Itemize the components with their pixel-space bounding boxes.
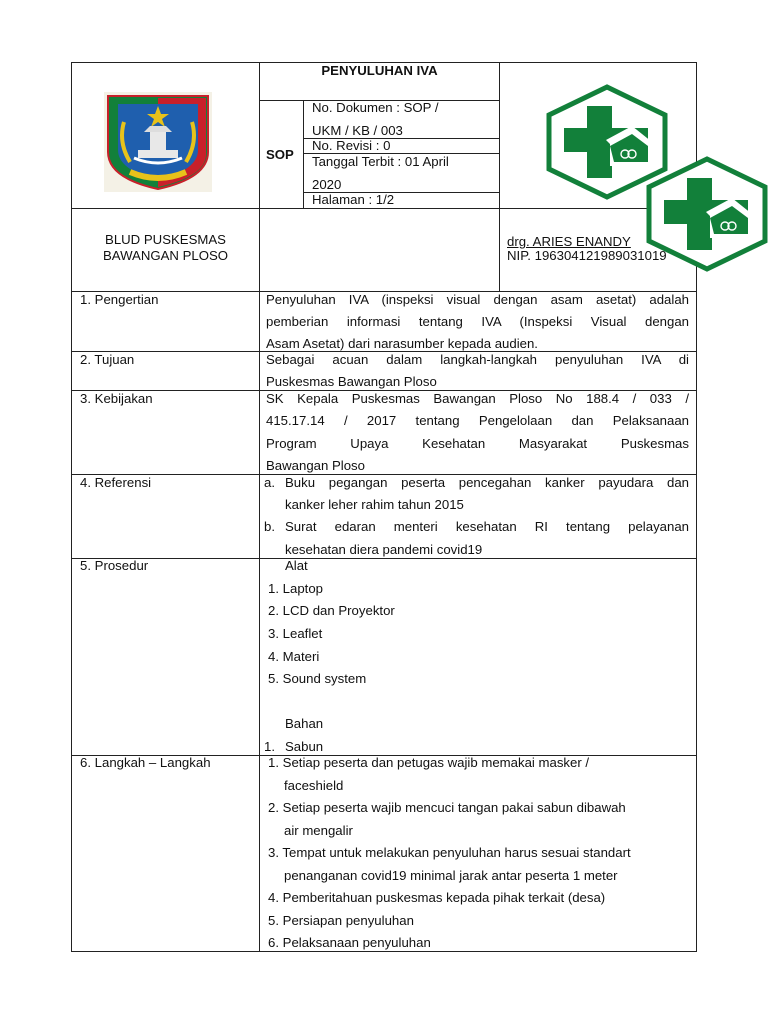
alat-item: 4. Materi xyxy=(268,649,320,664)
revision-number: No. Revisi : 0 xyxy=(312,138,391,153)
referensi-marker-a: a. xyxy=(264,475,275,490)
alat-item: 2. LCD dan Proyektor xyxy=(268,603,395,618)
kebijakan-text-line: 415.17.14 / 2017 tentang Pengelolaan dan Pelaksanaan xyxy=(266,413,689,428)
kebijakan-text-line: SK Kepala Puskesmas Bawangan Ploso No 188.4 / 033 / xyxy=(266,391,689,406)
org-name-line1: BLUD PUSKESMAS xyxy=(105,232,226,247)
bahan-marker: 1. xyxy=(264,739,275,754)
langkah-line: 2. Setiap peserta wajib mencuci tangan pakai sabun dibawah xyxy=(268,800,626,815)
doc-number-line1: No. Dokumen : SOP / xyxy=(312,100,439,115)
referensi-b-line: kesehatan diera pandemi covid19 xyxy=(285,542,483,557)
langkah-line: 4. Pemberitahuan puskesmas kepada pihak terkait (desa) xyxy=(268,890,606,905)
page-count: Halaman : 1/2 xyxy=(312,192,395,207)
tujuan-text-line: Sebagai acuan dalam langkah-langkah penyuluhan IVA di xyxy=(266,352,689,367)
langkah-line: 3. Tempat untuk melakukan penyuluhan harus sesuai standart xyxy=(268,845,631,860)
signer-name: drg. ARIES ENANDY xyxy=(507,234,631,249)
puskesmas-logo xyxy=(645,156,768,272)
section-label-langkah: 6. Langkah – Langkah xyxy=(80,755,211,770)
bahan-heading: Bahan xyxy=(285,716,324,731)
section-label-tujuan: 2. Tujuan xyxy=(80,352,135,367)
langkah-line: penanganan covid19 minimal jarak antar peserta 1 meter xyxy=(284,868,618,883)
document-title: PENYULUHAN IVA xyxy=(321,63,438,78)
alat-item: 1. Laptop xyxy=(268,581,323,596)
bahan-item: Sabun xyxy=(285,739,324,754)
langkah-line: faceshield xyxy=(284,778,344,793)
kebijakan-text-line: Bawangan Ploso xyxy=(266,458,365,473)
pengertian-text-line: pemberian informasi tentang IVA (Inspeksi Visual dengan xyxy=(266,314,689,329)
referensi-a-line: Buku pegangan peserta pencegahan kanker payudara dan xyxy=(285,475,689,490)
pengertian-text-line: Penyuluhan IVA (inspeksi visual dengan asam asetat) adalah xyxy=(266,292,689,307)
referensi-a-line: kanker leher rahim tahun 2015 xyxy=(285,497,464,512)
kebijakan-text-line: Program Upaya Kesehatan Masyarakat Puskesmas xyxy=(266,436,689,451)
referensi-b-line: Surat edaran menteri kesehatan RI tentang pelayanan xyxy=(285,519,689,534)
langkah-line: 5. Persiapan penyuluhan xyxy=(268,913,414,928)
pengertian-text-line: Asam Asetat) dari narasumber kepada audien. xyxy=(266,336,538,351)
divider xyxy=(259,62,260,952)
table-border-left xyxy=(71,62,72,952)
alat-item: 3. Leaflet xyxy=(268,626,323,641)
issue-date-line1: Tanggal Terbit : 01 April xyxy=(312,154,449,169)
alat-item: 5. Sound system xyxy=(268,671,367,686)
alat-heading: Alat xyxy=(285,558,308,573)
divider xyxy=(499,62,500,292)
tujuan-text-line: Puskesmas Bawangan Ploso xyxy=(266,374,437,389)
langkah-line: 6. Pelaksanaan penyuluhan xyxy=(268,935,431,950)
org-name-line2: BAWANGAN PLOSO xyxy=(102,248,229,263)
signer-nip: NIP. 196304121989031019 xyxy=(507,248,667,263)
section-label-kebijakan: 3. Kebijakan xyxy=(80,391,153,406)
section-label-referensi: 4. Referensi xyxy=(80,475,152,490)
regional-emblem-logo xyxy=(104,92,212,192)
langkah-line: air mengalir xyxy=(284,823,353,838)
issue-date-line2: 2020 xyxy=(312,177,342,192)
langkah-line: 1. Setiap peserta dan petugas wajib memakai masker / xyxy=(268,755,590,770)
section-label-pengertian: 1. Pengertian xyxy=(80,292,159,307)
section-label-prosedur: 5. Prosedur xyxy=(80,558,149,573)
sop-label: SOP xyxy=(266,147,294,162)
doc-number-line2: UKM / KB / 003 xyxy=(312,123,403,138)
referensi-marker-b: b. xyxy=(264,519,275,534)
